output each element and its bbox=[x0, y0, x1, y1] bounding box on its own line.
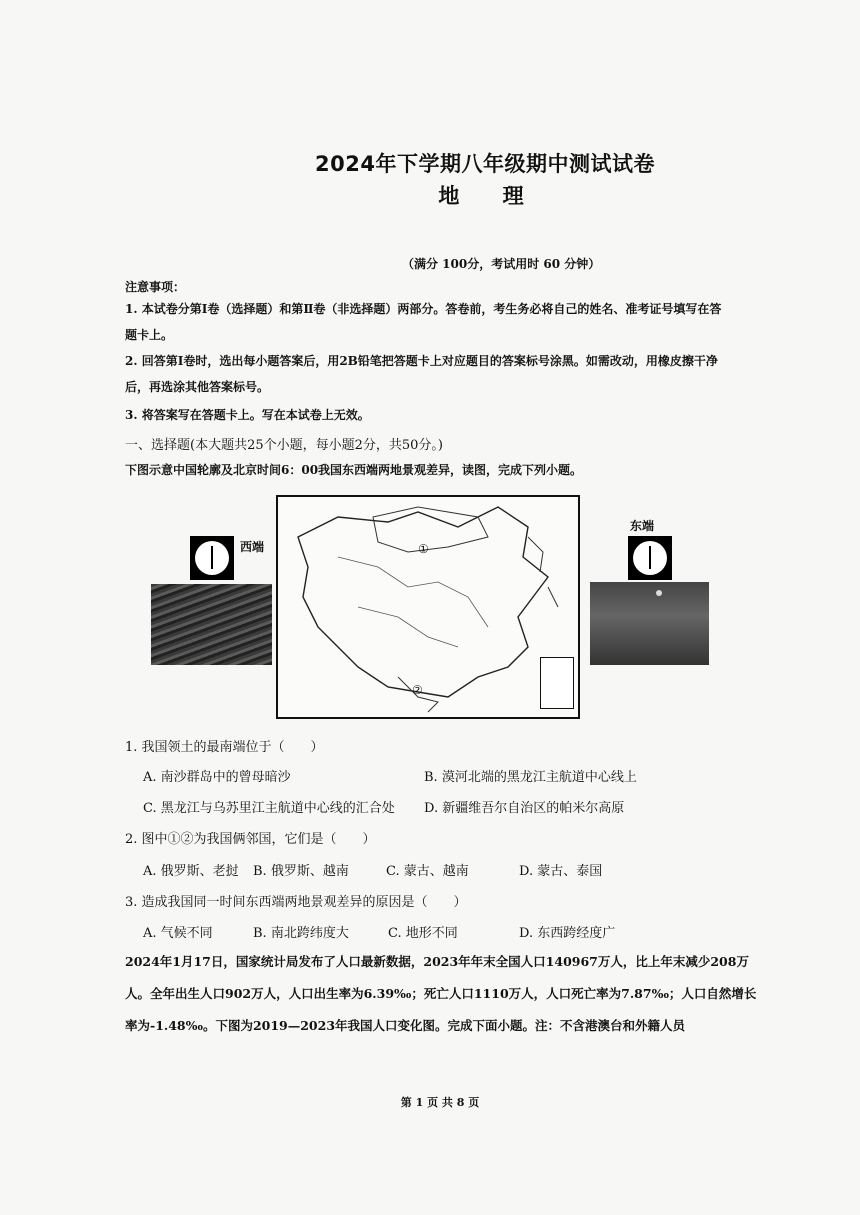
figure-intro: 下图示意中国轮廓及北京时间6：00我国东西端两地景观差异，读图，完成下列小题。 bbox=[125, 463, 583, 477]
notes-heading: 注意事项： bbox=[125, 280, 186, 294]
west-label: 西端 bbox=[240, 540, 265, 554]
question-2-stem: 2. 图中①②为我国俩邻国，它们是（ ） bbox=[125, 832, 376, 847]
south-china-sea-inset bbox=[540, 657, 574, 709]
exam-title: 2024年下学期八年级期中测试试卷 bbox=[315, 152, 655, 176]
exam-subject: 地 理 bbox=[438, 184, 542, 208]
note-item-3: 3. 将答案写在答题卡上。写在本试卷上无效。 bbox=[125, 408, 370, 422]
west-photo bbox=[151, 584, 272, 665]
marker-2: ② bbox=[412, 683, 423, 697]
question-1-stem: 1. 我国领土的最南端位于（ ） bbox=[125, 740, 324, 755]
section-heading: 一、选择题(本大题共25个小题，每小题2分，共50分。) bbox=[125, 438, 443, 453]
score-info: （满分 100分，考试用时 60 分钟） bbox=[402, 257, 601, 271]
question-1-option-b: B. 漠河北端的黑龙江主航道中心线上 bbox=[424, 770, 637, 785]
west-clock-icon bbox=[190, 536, 234, 580]
question-3-option-b: B. 南北跨纬度大 bbox=[253, 926, 349, 941]
question-2-option-a: A. 俄罗斯、老挝 bbox=[143, 864, 239, 879]
question-1-option-d: D. 新疆维吾尔自治区的帕米尔高原 bbox=[424, 801, 625, 816]
china-map bbox=[276, 495, 580, 719]
question-1-option-a: A. 南沙群岛中的曾母暗沙 bbox=[143, 770, 291, 785]
population-paragraph: 2024年1月17日，国家统计局发布了人口最新数据，2023年年末全国人口140967万人，比上年末减少208万人。全年出生人口902万人，人口出生率为6.39‰；死亡人口1110万人，人口死亡率为7.87‰；人口自然增长率为-1.48‰。下图为2019—2023年我国人口变化图。完成下面小题。注：不含港澳台和外籍人员 bbox=[125, 954, 757, 1033]
page-footer: 第 1 页 共 8 页 bbox=[400, 1096, 480, 1109]
east-clock-icon bbox=[628, 536, 672, 580]
note-item-2: 2. 回答第Ⅰ卷时，选出每小题答案后，用2B铅笔把答题卡上对应题目的答案标号涂黑。如需改动，用橡皮擦干净后，再选涂其他答案标号。 bbox=[125, 354, 718, 394]
question-2-option-b: B. 俄罗斯、越南 bbox=[253, 864, 349, 879]
question-3-option-c: C. 地形不同 bbox=[388, 926, 458, 941]
question-1-option-c: C. 黑龙江与乌苏里江主航道中心线的汇合处 bbox=[143, 801, 395, 816]
marker-1: ① bbox=[418, 542, 429, 556]
question-3-stem: 3. 造成我国同一时间东西端两地景观差异的原因是（ ） bbox=[125, 895, 467, 910]
question-3-option-a: A. 气候不同 bbox=[143, 926, 213, 941]
question-2-option-c: C. 蒙古、越南 bbox=[386, 864, 469, 879]
china-outline bbox=[278, 497, 578, 717]
question-3-option-d: D. 东西跨经度广 bbox=[519, 926, 616, 941]
question-2-option-d: D. 蒙古、泰国 bbox=[519, 864, 603, 879]
east-photo bbox=[590, 582, 709, 665]
note-item-1: 1. 本试卷分第Ⅰ卷（选择题）和第Ⅱ卷（非选择题）两部分。答卷前，考生务必将自己的姓名、准考证号填写在答题卡上。 bbox=[125, 302, 722, 342]
east-label: 东端 bbox=[630, 519, 655, 533]
